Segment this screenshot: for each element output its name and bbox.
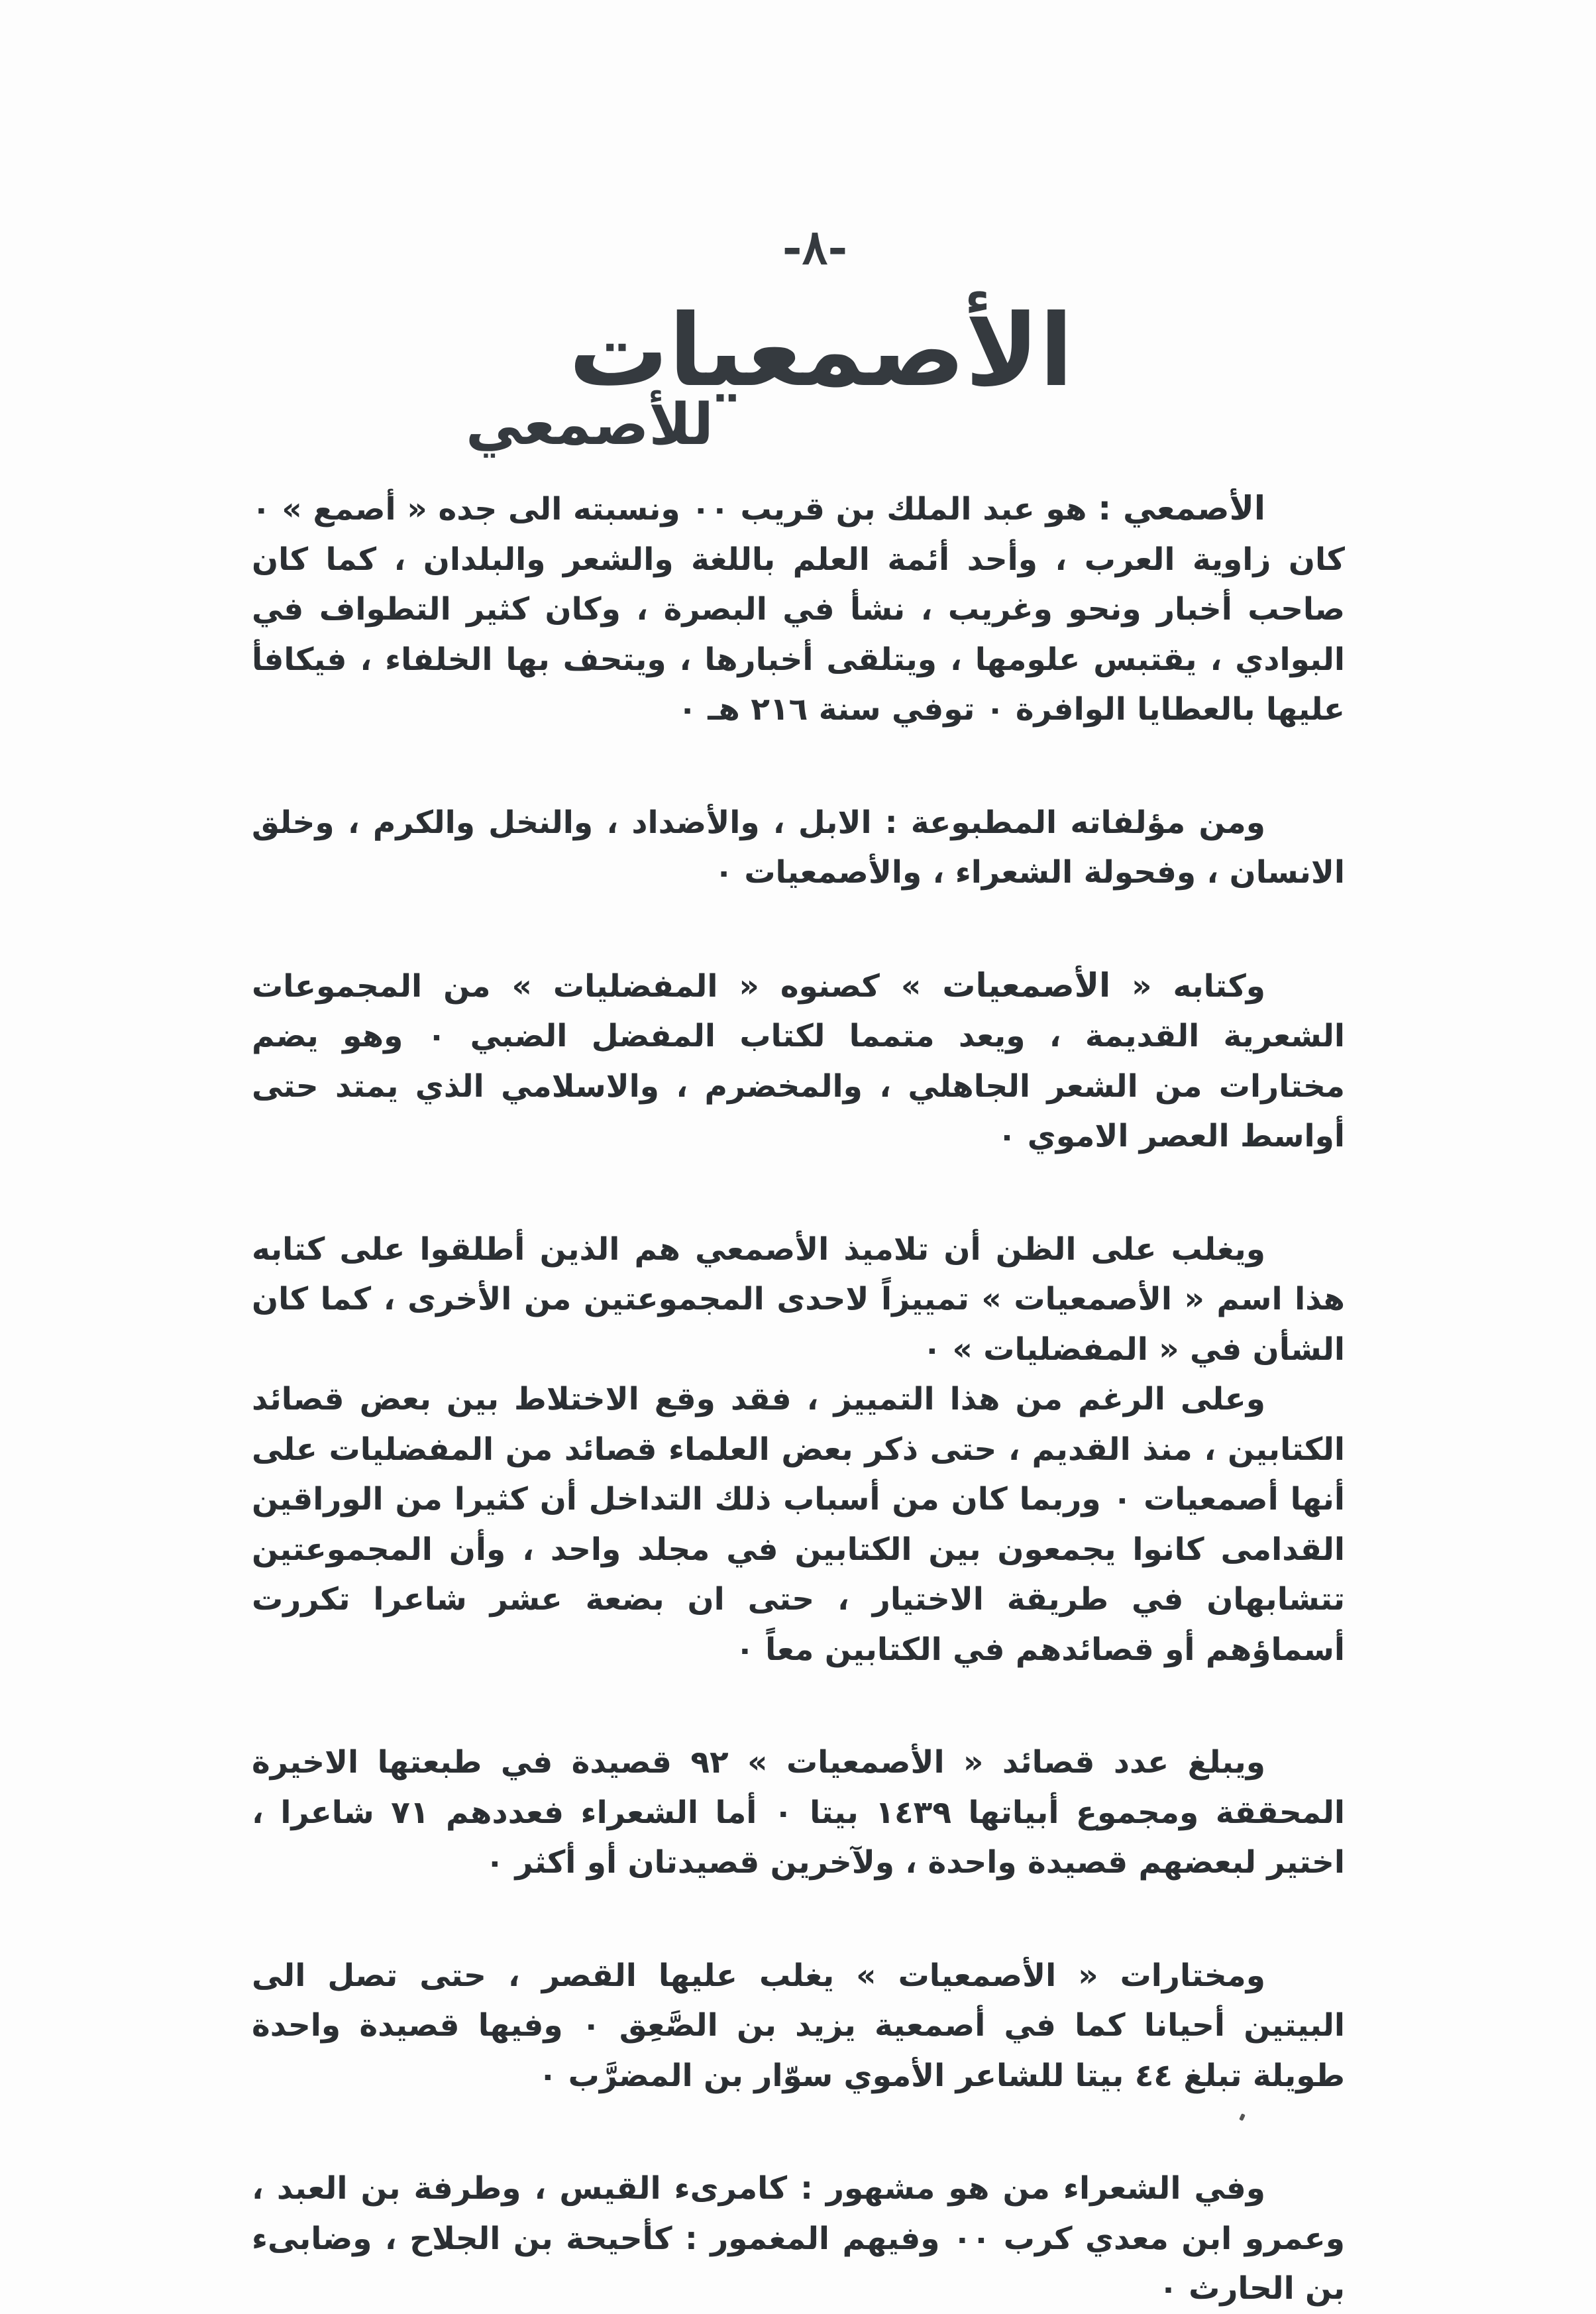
biography-lead: الأصمعي :	[1098, 489, 1265, 527]
paragraph-selections: ومختارات « الأصمعيات » يغلب عليها القصر ، حتى تصل الى البيتين أحيانا كما في أصمعية يزيد بن الصَّعِق ٠ وفيها قصيدة واحدة طويلة تبلغ ٤٤ بيتا للشاعر الأموي سوّار بن المضرَّب ٠	[252, 1957, 1345, 2094]
paragraph-biography	[252, 484, 1345, 735]
biography-text: هو عبد الملك بن قريب ٠٠ ونسبته الى جده « أصمع » ٠ كان زاوية العرب ، وأحد أئمة العلم باللغة والشعر والبلدان ، كما كان صاحب أخبار ونحو وغريب ، نشأ في البصرة ، وكان كثير التطواف في البوادي ، يقتبس علومها ، ويتلقى أخبارها ، ويتحف بها الخلفاء ، فيكافأ عليها بالعطايا الوافرة ٠ توفي سنة ٢١٦ هـ ٠	[252, 491, 1345, 728]
paragraph-poets: وفي الشعراء من هو مشهور : كامرىء القيس ، وطرفة بن العبد ، وعمرو ابن معدي كرب ٠٠ وفيهم المغمور : كأحيحة بن الجلاح ، وضابىء بن الحارث ٠	[252, 2170, 1345, 2307]
book-text: » كصنوه « المفضليات » من المجموعات الشعرية القديمة ، ويعد متمما لكتاب المفضل الضبي ٠ وهو يضم مختارات من الشعر الجاهلي ، والمخضرم ، والاسلامي الذي يمتد حتى أواسط العصر الاموي ٠	[252, 967, 1345, 1154]
paragraph-book	[252, 961, 1345, 1162]
page-number: -٨-	[782, 219, 848, 275]
page-title: الأصمعيات	[568, 294, 1073, 409]
article-body	[252, 484, 1345, 2314]
page-subtitle: للأصمعي	[466, 392, 714, 458]
paragraph-counts: ويبلغ عدد قصائد « الأصمعيات » ٩٢ قصيدة في طبعتها الاخيرة المحققة ومجموع أبياتها ١٤٣٩ بيتا ٠ أما الشعراء فعددهم ٧١ شاعرا ، اختير لبعضهم قصيدة واحدة ، ولآخرين قصيدتان أو أكثر ٠	[252, 1744, 1345, 1881]
book-title: الأصمعيات	[942, 965, 1111, 1005]
book-before: وكتابه «	[1110, 967, 1265, 1005]
paragraph-mixing: وعلى الرغم من هذا التمييز ، فقد وقع الاختلاط بين بعض قصائد الكتابين ، منذ القديم ، حتى ذكر بعض العلماء قصائد من المفضليات على أنها أصمعيات ٠ وربما كان من أسباب ذلك التداخل أن كثيرا من الوراقين القدامى كانوا يجمعون بين الكتابين في مجلد واحد ، وأن المجموعتين تتشابهان في طريقة الاختيار ، حتى ان بضعة عشر شاعرا تكررت أسماؤهم أو قصائدهم في الكتابين معاً ٠	[252, 1381, 1345, 1668]
paragraph-works: ومن مؤلفاته المطبوعة : الابل ، والأضداد ، والنخل والكرم ، وخلق الانسان ، وفحولة الشعراء ، والأصمعيات ٠	[252, 804, 1345, 891]
paragraph-naming: ويغلب على الظن أن تلاميذ الأصمعي هم الذين أطلقوا على كتابه هذا اسم « الأصمعيات » تمييزاً لاحدى المجموعتين من الأخرى ، كما كان الشأن في « المفضليات » ٠	[252, 1231, 1345, 1368]
